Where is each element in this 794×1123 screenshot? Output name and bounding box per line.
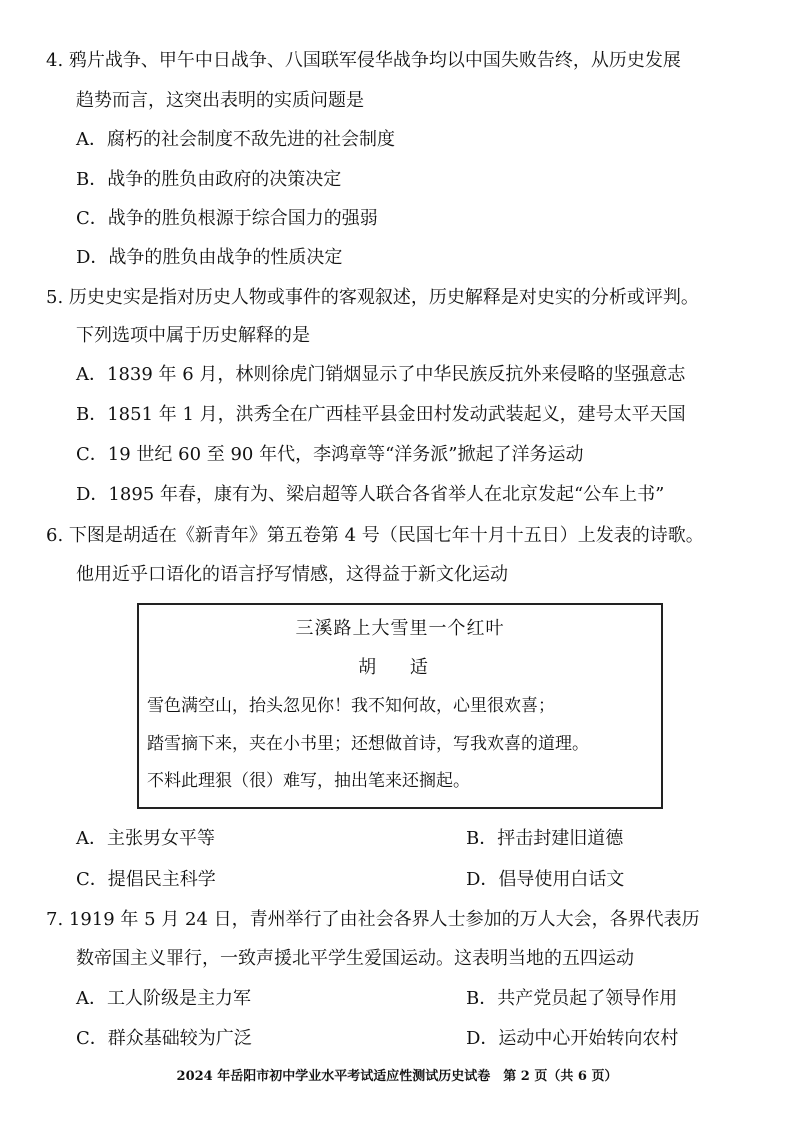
q6-stem-line-1: 6. 下图是胡适在《新青年》第五卷第 4 号（民国七年十月十五日）上发表的诗歌。: [46, 525, 704, 546]
q6-option-b: B．抨击封建旧道德: [466, 828, 624, 849]
q7-option-b: B．共产党员起了领导作用: [466, 988, 678, 1009]
page-footer: 2024 年岳阳市初中学业水平考试适应性测试历史试卷 第 2 页（共 6 页）: [176, 1069, 618, 1084]
q4-option-b: B．战争的胜负由政府的决策决定: [76, 169, 342, 190]
q4-option-d: D．战争的胜负由战争的性质决定: [76, 247, 343, 268]
q5-option-b: B．1851 年 1 月，洪秀全在广西桂平县金田村发动武装起义，建号太平天国: [76, 404, 686, 425]
q7-option-a: A．工人阶级是主力军: [76, 988, 251, 1009]
q6-option-a: A．主张男女平等: [76, 828, 215, 849]
q7-stem-line-1: 7. 1919 年 5 月 24 日，青州举行了由社会各界人士参加的万人大会，各界代表历: [46, 909, 700, 930]
q5-stem-line-2: 下列选项中属于历史解释的是: [76, 325, 310, 346]
poem-author: 胡 适: [358, 657, 442, 678]
q6-stem-line-2: 他用近乎口语化的语言抒写情感，这得益于新文化运动: [76, 564, 508, 585]
poem-box: [137, 603, 663, 809]
q4-option-a: A．腐朽的社会制度不敌先进的社会制度: [76, 129, 395, 150]
q7-option-c: C．群众基础较为广泛: [76, 1028, 252, 1049]
poem-line-2: 踏雪摘下来，夹在小书里；还想做首诗，写我欢喜的道理。: [147, 734, 589, 754]
q6-option-d: D．倡导使用白话文: [466, 869, 625, 890]
poem-line-1: 雪色满空山，抬头忽见你！我不知何故，心里很欢喜；: [147, 696, 555, 716]
q5-option-a: A．1839 年 6 月，林则徐虎门销烟显示了中华民族反抗外来侵略的坚强意志: [76, 364, 686, 385]
q4-stem-line-2: 趋势而言，这突出表明的实质问题是: [76, 90, 364, 111]
poem-line-3: 不料此理狠（很）难写，抽出笔来还搁起。: [147, 771, 470, 791]
q7-stem-line-2: 数帝国主义罪行，一致声援北平学生爱国运动。这表明当地的五四运动: [76, 948, 634, 969]
q5-option-d: D．1895 年春，康有为、梁启超等人联合各省举人在北京发起“公车上书”: [76, 484, 665, 505]
q5-stem-line-1: 5. 历史史实是指对历史人物或事件的客观叙述，历史解释是对史实的分析或评判。: [46, 287, 699, 308]
q6-option-c: C．提倡民主科学: [76, 869, 216, 890]
q4-stem-line-1: 4. 鸦片战争、甲午中日战争、八国联军侵华战争均以中国失败告终，从历史发展: [46, 50, 681, 71]
poem-title: 三溪路上大雪里一个红叶: [295, 618, 505, 639]
q5-option-c: C．19 世纪 60 至 90 年代，李鸿章等“洋务派”掀起了洋务运动: [76, 444, 584, 465]
q7-option-d: D．运动中心开始转向农村: [466, 1028, 679, 1049]
q4-option-c: C．战争的胜负根源于综合国力的强弱: [76, 208, 378, 229]
